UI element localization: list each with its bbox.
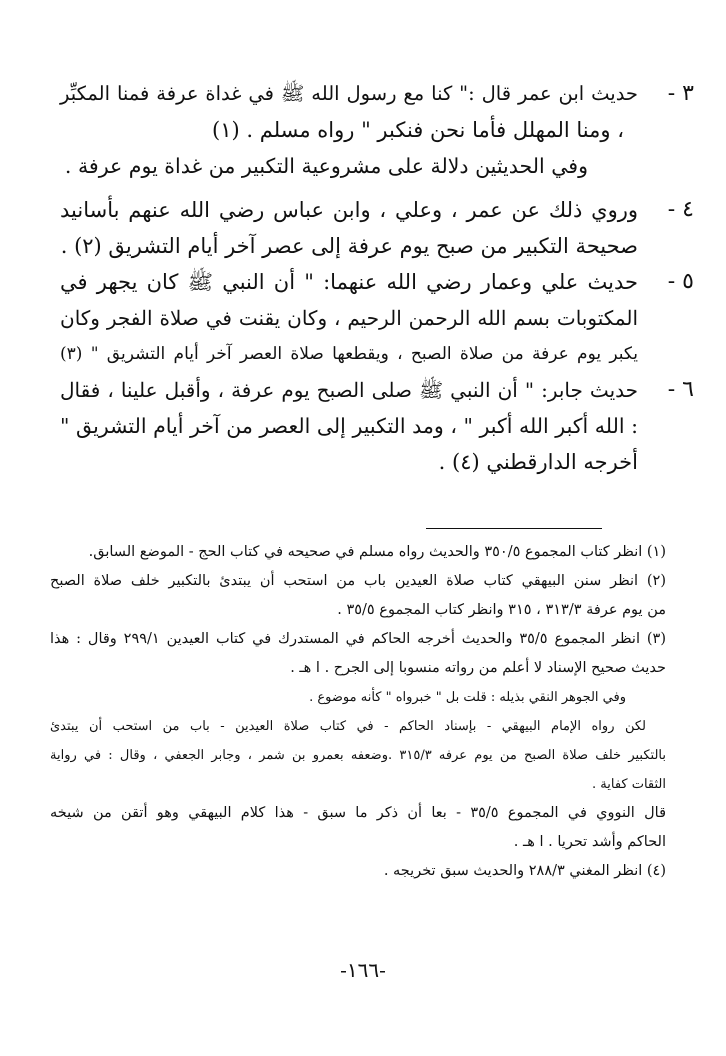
footnote-line: (٤) انظر المغني ٢٨٨/٣ والحديث سبق تخريجه .: [383, 863, 666, 879]
footnote-line: حديث صحيح الإسناد لا أعلم من رواته منسوبا إلى الجرح . ا هـ .: [290, 660, 666, 676]
text-line: ، ومنا المهلل فأما نحن فنكبر " رواه مسلم . (١): [212, 118, 624, 142]
text-line: حديث علي وعمار رضي الله عنهما: " أن النبي ﷺ كان يجهر في: [60, 270, 638, 294]
footnote-line: وفي الجوهر النقي بذيله : قلت بل " خبرواه " كأنه موضوع .: [309, 690, 626, 705]
hadith-item-6: [60, 372, 694, 480]
footnote-line: من يوم عرفة ٣١٣/٣ ، ٣١٥ وانظر كتاب المجموع ٣٥/٥ .: [337, 602, 666, 618]
footnote-line: بالتكبير خلف صلاة الصبح من يوم عرفه ٣١٥/٣ .وضعفه بعمرو بن شمر ، وجابر الجعفي ، وقال : في رواية: [50, 748, 666, 763]
footnote-line: الثقات كفاية .: [592, 777, 666, 792]
commentary-line: وفي الحديثين دلالة على مشروعية التكبير من غداة يوم عرفة .: [64, 154, 588, 178]
text-line: صحيحة التكبير من صبح يوم عرفة إلى عصر آخر أيام التشريق (٢) .: [60, 234, 638, 258]
footnote-separator: [426, 528, 602, 529]
item-number: ٤ -: [667, 197, 694, 222]
text-line: : الله أكبر الله أكبر " ، ومد التكبير إلى العصر من آخر أيام التشريق ": [60, 414, 638, 438]
footnote-line: (٢) انظر سنن البيهقي كتاب صلاة العيدين باب من استحب أن يبتدئ بالتكبير خلف صلاة الصبح: [50, 573, 666, 589]
text-line: يكبر يوم عرفة من صلاة الصبح ، ويقطعها صلاة العصر آخر أيام التشريق " (٣): [60, 344, 638, 364]
footnote-line: الحاكم وأشد تحريا . ا هـ .: [513, 834, 666, 850]
item-number: ٣ -: [667, 81, 694, 106]
footnote-line: لكن رواه الإمام البيهقي - بإسناد الحاكم - في كتاب صلاة العيدين - باب من استحب أن يبتدئ: [50, 719, 646, 734]
text-line: حديث جابر: " أن النبي ﷺ صلى الصبح يوم عرفة ، وأقبل علينا ، فقال: [60, 378, 638, 402]
text-line: المكتوبات بسم الله الرحمن الرحيم ، وكان يقنت في صلاة الفجر وكان: [60, 306, 638, 330]
footnote-line: قال النووي في المجموع ٣٥/٥ - بعا أن ذكر ما سبق - هذا كلام البيهقي وهو أتقن من شيخه: [50, 805, 667, 821]
item-number: ٦ -: [667, 377, 694, 402]
text-line: حديث ابن عمر قال :" كنا مع رسول الله ﷺ في غداة عرفة فمنا المكبِّر: [60, 82, 638, 105]
page-number: -١٦٦-: [340, 958, 386, 982]
hadith-item-3: [60, 76, 694, 184]
hadith-item-5: [60, 264, 694, 372]
footnote-line: (٣) انظر المجموع ٣٥/٥ والحديث أخرجه الحاكم في المستدرك في كتاب العيدين ٢٩٩/١ وقال : هذا: [50, 631, 666, 647]
main-text: [60, 76, 694, 480]
text-line: أخرجه الدارقطني (٤) .: [438, 450, 638, 474]
footnotes: [50, 538, 666, 886]
footnote-line: (١) انظر كتاب المجموع ٣٥٠/٥ والحديث رواه مسلم في صحيحه في كتاب الحج - الموضع السابق.: [88, 544, 666, 560]
item-number: ٥ -: [667, 269, 694, 294]
hadith-item-4: [60, 192, 694, 264]
text-line: وروي ذلك عن عمر ، وعلي ، وابن عباس رضي الله عنهم بأسانيد: [60, 198, 638, 222]
